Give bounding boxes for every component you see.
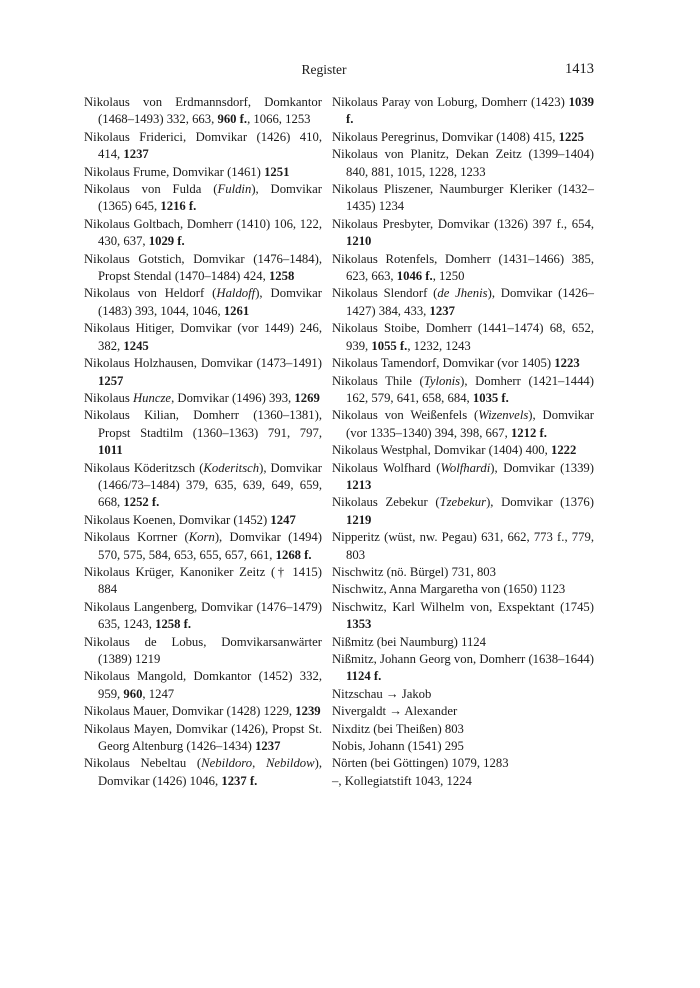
entry-text: Nikolaus von Planitz, Dekan Zeitz (1399–1404) 840, 881, 1015, 1228, 1233 <box>332 147 594 179</box>
index-entry <box>84 512 322 529</box>
entry-text: Nikolaus Thile ( <box>332 373 424 388</box>
page-reference-bold: 960 f. <box>217 112 248 127</box>
index-entry <box>332 129 594 146</box>
page-reference-bold: 1239 <box>295 704 321 719</box>
entry-text: Nikolaus de Lobus, Domvikarsanwärter (1389) 1219 <box>84 634 322 666</box>
entry-text: Nikolaus von Fulda ( <box>84 182 218 197</box>
name-variant-italic: Koderitsch <box>203 460 260 475</box>
entry-text: Nikolaus Mangold, Domkantor (1452) 332, 959, <box>84 669 322 701</box>
entry-text: Nikolaus Slendorf ( <box>332 286 438 301</box>
entry-text: , 1250 <box>432 269 465 284</box>
entry-text: Nörten (bei Göttingen) 1079, 1283 <box>332 756 509 771</box>
entry-text: Nikolaus Tamendorf, Domvikar (vor 1405) <box>332 356 555 371</box>
entry-text: Nikolaus Nebeltau ( <box>84 756 202 771</box>
index-entry <box>332 651 594 686</box>
entry-text: Nikolaus von Weißenfels ( <box>332 408 479 423</box>
index-entry <box>332 146 594 181</box>
index-entry <box>84 355 322 390</box>
entry-text: Nikolaus Friderici, Domvikar (1426) 410, 414, <box>84 129 322 162</box>
index-entry <box>332 599 594 634</box>
entry-text: Nobis, Johann (1541) 295 <box>332 739 464 754</box>
index-entry <box>332 529 594 564</box>
index-entry <box>84 703 322 720</box>
entry-text: Nikolaus von Erdmannsdorf, Domkantor (1468–1493) 332, 663, <box>84 95 322 127</box>
name-variant-italic: Nebildoro <box>201 756 253 771</box>
entry-text: , <box>252 756 266 771</box>
entry-text: Nikolaus Holzhausen, Domvikar (1473–1491) <box>84 356 322 371</box>
index-entry <box>332 285 594 320</box>
page-reference-bold: 1237 f. <box>221 773 258 788</box>
index-entry <box>332 355 594 372</box>
entry-text: Nikolaus Kilian, Domherr (1360–1381), Propst Stadtilm (1360–1363) 791, 797, <box>84 408 322 440</box>
entry-text: Nikolaus Westphal, Domvikar (1404) 400, <box>332 443 551 458</box>
entry-text: Nikolaus Wolfhard ( <box>332 460 441 475</box>
index-entry <box>332 460 594 495</box>
entry-text: ), Domvikar (1376) <box>486 495 594 510</box>
entry-text: Nivergaldt → Alexander <box>332 704 458 719</box>
entry-text: Nikolaus Gotstich, Domvikar (1476–1484), Propst Stendal (1470–1484) 424, <box>84 251 322 284</box>
page-reference-bold: 1219 <box>346 512 372 527</box>
page-reference-bold: 1268 f. <box>275 547 312 562</box>
name-variant-italic: Nebildow <box>265 756 315 771</box>
page-reference-bold: 1237 <box>255 739 281 754</box>
entry-text: Nikolaus Frume, Domvikar (1461) <box>84 164 265 179</box>
index-entry <box>332 721 594 738</box>
page-header <box>0 60 700 80</box>
index-entry <box>332 251 594 286</box>
entry-text: , Domvikar (1496) 393, <box>171 390 295 405</box>
entry-text: ), Domvikar (1494) 570, 575, 584, 653, 655, 657, 661, <box>98 530 322 562</box>
page-reference-bold: 1252 f. <box>123 495 160 510</box>
index-entry <box>84 634 322 669</box>
index-column-right <box>332 94 594 790</box>
index-entry <box>332 407 594 442</box>
index-entry <box>84 94 322 129</box>
index-entry <box>332 773 594 790</box>
index-entry <box>332 634 594 651</box>
entry-text: Nikolaus von Heldorf ( <box>84 286 217 301</box>
page-reference-bold: 1124 f. <box>346 669 382 684</box>
entry-text: Nikolaus Stoibe, Domherr (1441–1474) 68, 652, 939, <box>332 321 594 353</box>
index-entry <box>84 668 322 703</box>
entry-text: Nikolaus Paray von Loburg, Domherr (1423) <box>332 95 569 109</box>
index-entry <box>84 251 322 286</box>
name-variant-italic: Huncze <box>133 390 172 405</box>
index-entry <box>332 738 594 755</box>
entry-text: Nitzschau → Jakob <box>332 686 432 701</box>
page-reference-bold: 1216 f. <box>160 199 197 214</box>
entry-text: Nikolaus Korrner ( <box>84 530 189 545</box>
page-reference-bold: 1237 <box>123 147 149 162</box>
index-entry <box>84 129 322 164</box>
index-entry <box>332 755 594 772</box>
index-entry <box>84 164 322 181</box>
entry-text: ), Domherr (1421–1444) 162, 579, 641, 658, 684, <box>346 373 594 405</box>
index-entry <box>84 564 322 599</box>
index-entry <box>84 320 322 355</box>
page-reference-bold: 1055 f. <box>371 338 408 353</box>
index-entry <box>332 373 594 408</box>
running-title: Register <box>301 62 347 77</box>
entry-text: Nikolaus Koenen, Domvikar (1452) <box>84 512 271 527</box>
entry-text: Nißmitz, Johann Georg von, Domherr (1638–1644) <box>332 652 594 666</box>
entry-text: ), Domvikar (1483) 393, 1044, 1046, <box>98 286 323 318</box>
page-reference-bold: 1257 <box>98 373 124 388</box>
index-column-left <box>84 94 322 790</box>
page-reference-bold: 1011 <box>98 443 123 458</box>
name-variant-italic: Wolfhardi <box>440 460 491 475</box>
index-entry <box>84 755 322 790</box>
entry-text: Nischwitz (nö. Bürgel) 731, 803 <box>332 564 496 579</box>
page-reference-bold: 1251 <box>264 164 290 179</box>
page-reference-bold: 1258 <box>268 269 295 284</box>
entry-text: Nikolaus Rotenfels, Domherr (1431–1466) 385, 623, 663, <box>332 251 594 284</box>
name-variant-italic: Tzebekur <box>439 495 487 510</box>
page-reference-bold: 1237 <box>429 303 455 318</box>
index-entry <box>84 529 322 564</box>
entry-text: , 1066, 1253 <box>247 112 311 127</box>
entry-text: ), Domvikar (1339) <box>490 460 594 475</box>
entry-text: Nikolaus <box>84 390 133 405</box>
entry-text: Nischwitz, Anna Margaretha von (1650) 1123 <box>332 582 566 597</box>
entry-text: Nikolaus Goltbach, Domherr (1410) 106, 122, 430, 637, <box>84 216 322 249</box>
entry-text: Nikolaus Zebekur ( <box>332 495 440 510</box>
entry-text: Nikolaus Presbyter, Domvikar (1326) 397 f., 654, <box>332 216 594 231</box>
page-reference-bold: 1223 <box>554 356 580 371</box>
entry-text: Nipperitz (wüst, nw. Pegau) 631, 662, 773 f., 779, 803 <box>332 530 594 562</box>
entry-text: Nikolaus Mayen, Domvikar (1426), Propst St. Georg Altenburg (1426–1434) <box>84 721 322 754</box>
page-reference-bold: 1039 f. <box>346 95 594 127</box>
entry-text: Nikolaus Hitiger, Domvikar (vor 1449) 246, 382, <box>84 321 322 353</box>
index-entry <box>84 599 322 634</box>
entry-text: ), Domvikar (1365) 645, <box>98 182 322 214</box>
index-entry <box>332 703 594 720</box>
page-reference-bold: 1035 f. <box>472 390 509 405</box>
index-entry <box>84 721 322 756</box>
entry-text: Nixditz (bei Theißen) 803 <box>332 721 464 736</box>
page-reference-bold: 1247 <box>270 512 296 527</box>
entry-text: Nikolaus Köderitzsch ( <box>84 460 204 475</box>
index-entry <box>332 320 594 355</box>
index-entry <box>332 581 594 598</box>
index-entry <box>84 390 322 407</box>
entry-text: Nikolaus Krüger, Kanoniker Zeitz († 1415) 884 <box>84 564 322 597</box>
page-reference-bold: 1225 <box>558 129 584 144</box>
entry-text: Nikolaus Mauer, Domvikar (1428) 1229, <box>84 704 296 719</box>
entry-text: Nischwitz, Karl Wilhelm von, Exspektant (1745) <box>332 599 594 614</box>
page-reference-bold: 1213 <box>346 477 372 492</box>
page-reference-bold: 1212 f. <box>510 425 547 440</box>
entry-text: ), Domvikar (1426–1427) 384, 433, <box>346 286 595 318</box>
entry-text: Nikolaus Langenberg, Domvikar (1476–1479) 635, 1243, <box>84 599 322 632</box>
entry-text: , 1232, 1243 <box>407 338 471 353</box>
page-reference-bold: 1245 <box>123 338 149 353</box>
name-variant-italic: Wizenvels <box>478 408 529 423</box>
index-entry <box>84 460 322 512</box>
page-reference-bold: 1353 <box>346 617 372 632</box>
entry-text: Nikolaus Peregrinus, Domvikar (1408) 415, <box>332 129 559 144</box>
name-variant-italic: Fuldin <box>217 182 252 197</box>
page-reference-bold: 960 <box>123 686 143 701</box>
name-variant-italic: de Jhenis <box>437 286 488 301</box>
index-entry <box>332 686 594 703</box>
name-variant-italic: Tylonis <box>423 373 461 388</box>
entry-text: ), Domvikar (1426) 1046, <box>98 756 322 788</box>
index-entry <box>84 216 322 251</box>
index-entry <box>332 216 594 251</box>
name-variant-italic: Haldoff <box>216 286 256 301</box>
page-reference-bold: 1269 <box>294 390 320 405</box>
index-entry <box>84 181 322 216</box>
index-entry <box>332 494 594 529</box>
page-reference-bold: 1029 f. <box>148 234 185 249</box>
name-variant-italic: Korn <box>188 530 215 545</box>
entry-text: –, Kollegiatstift 1043, 1224 <box>332 773 472 788</box>
page-reference-bold: 1222 <box>550 443 577 458</box>
entry-text: ), Domvikar (vor 1335–1340) 394, 398, 667, <box>346 408 595 440</box>
page-number: 1413 <box>565 61 594 77</box>
index-entry <box>332 181 594 216</box>
index-entry <box>332 564 594 581</box>
index-entry <box>84 285 322 320</box>
entry-text: Nikolaus Pliszener, Naumburger Kleriker (1432–1435) 1234 <box>332 182 594 214</box>
entry-text: ), Domvikar (1466/73–1484) 379, 635, 639, 649, 659, 668, <box>98 460 322 510</box>
page-reference-bold: 1261 <box>223 303 250 318</box>
index-entry <box>332 442 594 459</box>
entry-text: , 1247 <box>142 686 175 701</box>
page-reference-bold: 1258 f. <box>155 617 192 632</box>
entry-text: Nißmitz (bei Naumburg) 1124 <box>332 634 486 649</box>
index-entry <box>84 407 322 459</box>
page-reference-bold: 1046 f. <box>396 269 433 284</box>
page-reference-bold: 1210 <box>346 234 372 249</box>
index-entry <box>332 94 594 129</box>
